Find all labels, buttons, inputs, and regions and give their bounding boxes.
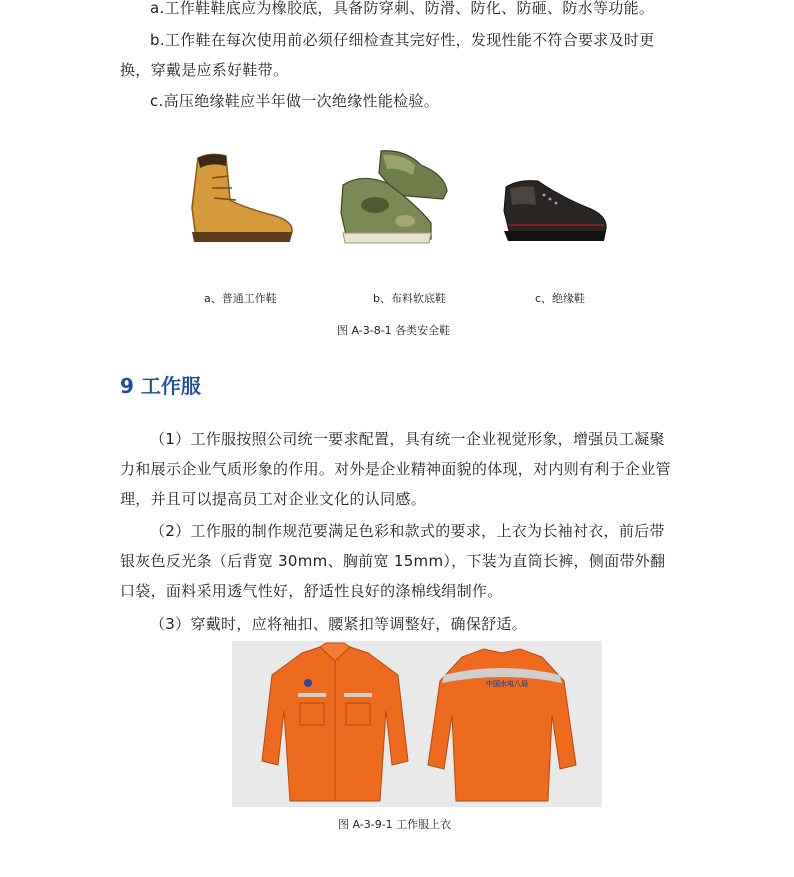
- uniform-paragraph-1: （1）工作服按照公司统一要求配置，具有统一企业视觉形象，增强员工凝聚力和展示企业气质形象的作用。对外是企业精神面貌的体现，对内则有利于企业管理，并且可以提高员工对企业文化的认同感。: [120, 430, 671, 508]
- shoes-figure-caption: 图 A-3-8-1 各类安全鞋: [337, 324, 451, 337]
- shoe-rule-c: c.高压绝缘鞋应半年做一次绝缘性能检验。: [150, 92, 440, 110]
- uniform-front-icon: [262, 643, 408, 801]
- section-heading: 9 工作服: [120, 374, 201, 398]
- shoe-label-c: c、绝缘鞋: [535, 292, 586, 305]
- canvas-shoe-icon: [335, 143, 455, 251]
- insulated-shoe-icon: [500, 175, 612, 247]
- uniform-shirts-icon: [232, 641, 602, 807]
- work-boot-icon: [182, 148, 300, 246]
- shoe-rule-a: a.工作鞋鞋底应为橡胶底，具备防穿刺、防滑、防化、防砸、防水等功能。: [150, 0, 655, 17]
- uniform-figure-caption: 图 A-3-9-1 工作服上衣: [338, 818, 452, 831]
- shoe-label-a: a、普通工作鞋: [204, 292, 277, 305]
- uniform-back-icon: [428, 649, 576, 801]
- shoe-label-b: b、布料软底鞋: [373, 292, 446, 305]
- shoe-rule-b: b.工作鞋在每次使用前必须仔细检查其完好性，发现性能不符合要求及时更换，穿戴是应系好鞋带。: [120, 31, 655, 79]
- uniform-paragraph-3: （3）穿戴时，应将袖扣、腰紧扣等调整好，确保舒适。: [150, 615, 528, 633]
- uniform-paragraph-2: （2）工作服的制作规范要满足色彩和款式的要求，上衣为长袖衬衣，前后带银灰色反光条（后背宽 30mm、胸前宽 15mm），下装为直筒长裤，侧面带外翻口袋，面料采用透气性好，舒适性良好的涤棉线绢制作。: [120, 522, 666, 600]
- uniform-back-logo-text: 中国水电八局: [486, 680, 528, 688]
- uniform-image: [232, 641, 602, 807]
